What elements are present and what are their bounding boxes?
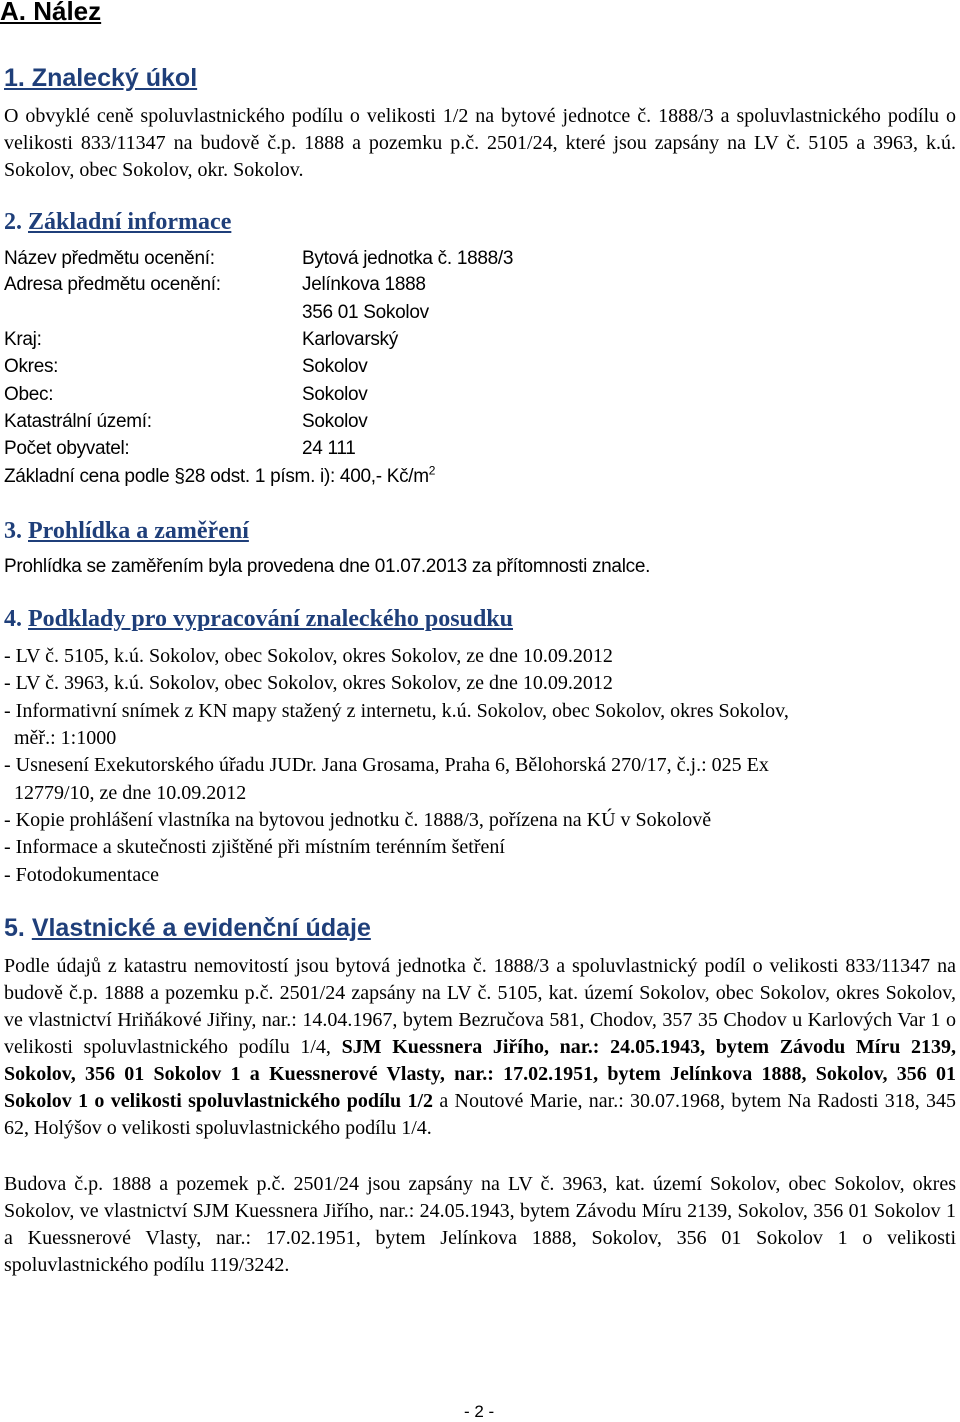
section-5-number: 5. <box>4 914 25 942</box>
base-price-superscript: 2 <box>428 463 436 478</box>
list-item-continuation: 12779/10, ze dne 10.09.2012 <box>14 782 247 804</box>
ownership-bold-text: SJM Kuessnera Jiřího, nar.: 24.05.1943, bytem Závodu Míru 2139, Sokolov, 356 01 Sokolov 1 a Kuessnerové Vlasty, nar.: 17.02.1951, bytem Jelínkova 1888, Sokolov, 356 01 Sokolov 1 o velikosti spoluvlastnického podílu 1/2 <box>4 1036 956 1112</box>
info-value: 356 01 Sokolov <box>302 302 429 323</box>
info-label: Kraj: <box>4 329 42 350</box>
ownership-paragraph <box>4 953 956 1142</box>
info-label: Počet obyvatel: <box>4 438 130 459</box>
section-2-heading <box>4 209 231 236</box>
list-item-continuation: měř.: 1:1000 <box>14 727 117 749</box>
section-1-heading-text: 1. Znalecký úkol <box>4 64 198 92</box>
list-item: - Fotodokumentace <box>4 864 159 886</box>
section-3-number: 3. <box>4 518 22 544</box>
list-item: - Informace a skutečnosti zjištěné při místním terénním šetření <box>4 836 505 858</box>
base-price-text: Základní cena podle §28 odst. 1 písm. i): 400,- Kč/m <box>4 466 429 487</box>
page-title: A. Nález <box>0 0 102 26</box>
info-label: Okres: <box>4 356 59 377</box>
info-label: Obec: <box>4 384 54 405</box>
section-4-title: Podklady pro vypracování znaleckého posudku <box>28 606 514 632</box>
section-3-title: Prohlídka a zaměření <box>28 518 249 544</box>
list-item: - LV č. 3963, k.ú. Sokolov, obec Sokolov, okres Sokolov, ze dne 10.09.2012 <box>4 672 613 694</box>
section-5-title: Vlastnické a evidenční údaje <box>31 914 371 942</box>
list-item: - LV č. 5105, k.ú. Sokolov, obec Sokolov, okres Sokolov, ze dne 10.09.2012 <box>4 645 613 667</box>
info-value: Jelínkova 1888 <box>302 274 426 295</box>
info-value: Karlovarský <box>302 329 398 350</box>
info-value: Sokolov <box>302 411 368 432</box>
ownership-text: Podle údajů z katastru nemovitostí jsou bytová jednotka č. 1888/3 a spoluvlastnický podíl o velikosti 833/11347 na budově č.p. 1888 a pozemku p.č. 2501/24 zapsány na LV č. 5105, kat. území Sokolov, obec Sokolov, okres Sokolov, ve vlastnictví Hriňákové Jiřiny, nar.: 14.04.1967, bytem Bezručova 581, Chodov, 357 35 Chodov u Karlových Var 1 o velikosti spoluvlastnického podílu 1/4, <box>4 955 956 1058</box>
section-4-heading <box>4 606 513 633</box>
section-1-heading <box>4 64 197 93</box>
list-item: - Kopie prohlášení vlastníka na bytovou jednotku č. 1888/3, pořízena na KÚ v Sokolově <box>4 809 712 831</box>
info-label: Název předmětu ocenění: <box>4 248 215 269</box>
list-item: - Informativní snímek z KN mapy stažený z internetu, k.ú. Sokolov, obec Sokolov, okres Sokolov, <box>4 700 789 722</box>
section-2-number: 2. <box>4 209 22 235</box>
section-3-text: Prohlídka se zaměřením byla provedena dne 01.07.2013 za přítomnosti znalce. <box>4 556 651 577</box>
section-4-number: 4. <box>4 606 22 632</box>
building-paragraph: Budova č.p. 1888 a pozemek p.č. 2501/24 jsou zapsány na LV č. 3963, kat. území Sokolov, obec Sokolov, okres Sokolov, ve vlastnictví SJM Kuessnera Jiřího, nar.: 24.05.1943, bytem Závodu Míru 2139, Sokolov, 356 01 Sokolov 1 a Kuessnerové Vlasty, nar.: 17.02.1951, bytem Jelínkova 1888, Sokolov, 356 01 Sokolov 1 o velikosti spoluvlastnického podílu 119/3242. <box>4 1173 956 1276</box>
base-price <box>4 463 436 488</box>
section-1-text: O obvyklé ceně spoluvlastnického podílu o velikosti 1/2 na bytové jednotce č. 1888/3 a spoluvlastnického podílu o velikosti 833/11347 na budově č.p. 1888 a pozemku p.č. 2501/24, které jsou zapsány na LV č. 5105 a 3963, k.ú. Sokolov, obec Sokolov, okr. Sokolov. <box>4 105 956 181</box>
info-value: Sokolov <box>302 384 368 405</box>
info-value: Bytová jednotka č. 1888/3 <box>302 248 514 269</box>
list-item: - Usnesení Exekutorského úřadu JUDr. Jana Grosama, Praha 6, Bělohorská 270/17, č.j.: 025 Ex <box>4 754 769 776</box>
section-3-heading <box>4 518 249 545</box>
page-number: - 2 - <box>464 1402 495 1421</box>
info-label: Katastrální území: <box>4 411 152 432</box>
ownership-text-end: a Noutové Marie, nar.: 30.07.1968, bytem Na Radosti 318, 345 62, Holýšov o velikosti spoluvlastnického podílu 1/4. <box>4 1090 956 1139</box>
info-value: 24 111 <box>302 438 356 459</box>
info-label: Adresa předmětu ocenění: <box>4 274 221 295</box>
section-2-title: Základní informace <box>28 209 232 235</box>
info-value: Sokolov <box>302 356 368 377</box>
section-5-heading <box>4 914 371 943</box>
